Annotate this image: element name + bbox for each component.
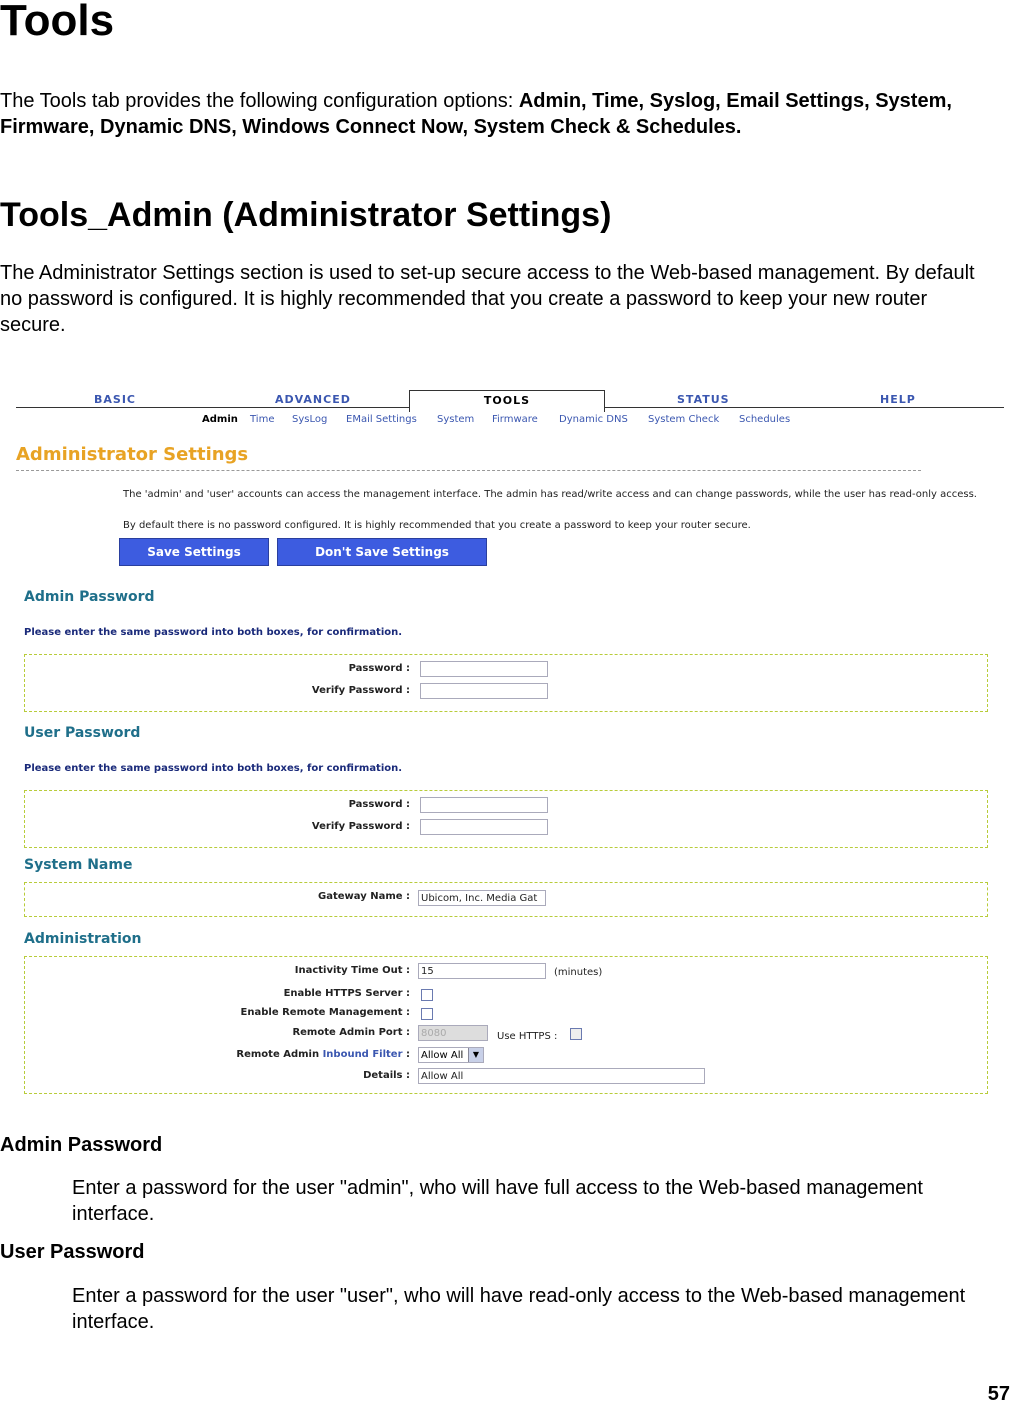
page-number: 57 (987, 1383, 1010, 1405)
system-name-heading: System Name (24, 857, 133, 873)
gateway-name-input[interactable]: Ubicom, Inc. Media Gat (418, 890, 546, 906)
use-https-checkbox[interactable] (570, 1028, 582, 1040)
inbound-filter-label: Remote Admin Inbound Filter : (236, 1049, 410, 1060)
https-server-label: Enable HTTPS Server : (283, 988, 410, 999)
user-password-label: Password : (348, 799, 410, 810)
administration-box (24, 956, 988, 1094)
inactivity-timeout-input[interactable]: 15 (418, 963, 546, 979)
subtab-firmware[interactable]: Firmware (492, 414, 538, 425)
remote-admin-port-label: Remote Admin Port : (292, 1027, 410, 1038)
tools-intro (0, 88, 990, 140)
remote-management-checkbox[interactable] (421, 1008, 433, 1020)
admin-password-description: Enter a password for the user "admin", who will have full access to the Web-based management interface. (72, 1177, 923, 1225)
section-description: The Administrator Settings section is used to set-up secure access to the Web-based management. By default no password is configured. It is highly recommended that you create a password to keep your new router secure. (0, 262, 975, 336)
use-https-label: Use HTTPS : (497, 1031, 558, 1042)
admin-password-label: Password : (348, 663, 410, 674)
save-settings-button[interactable]: Save Settings (119, 538, 269, 566)
administration-heading: Administration (24, 931, 142, 947)
inbound-filter-link[interactable]: Inbound Filter (322, 1049, 403, 1060)
inactivity-timeout-label: Inactivity Time Out : (294, 965, 410, 976)
user-verify-password-input[interactable] (420, 819, 548, 835)
user-password-heading: User Password (24, 725, 141, 741)
tab-help[interactable]: HELP (880, 393, 916, 406)
admin-settings-title: Administrator Settings (16, 444, 249, 465)
admin-password-term: Admin Password (0, 1134, 163, 1156)
tools-intro-text: The Tools tab provides the following configuration options: (0, 90, 519, 112)
subtab-system-check[interactable]: System Check (648, 414, 720, 425)
admin-password-note: Please enter the same password into both boxes, for confirmation. (24, 627, 403, 638)
user-password-box (24, 790, 988, 848)
tab-advanced[interactable]: ADVANCED (275, 393, 351, 406)
subtab-schedules[interactable]: Schedules (739, 414, 791, 425)
page-title: Tools (0, 0, 115, 45)
system-name-box (24, 882, 988, 917)
subtab-dynamic-dns[interactable]: Dynamic DNS (559, 414, 628, 425)
subtab-email-settings[interactable]: EMail Settings (346, 414, 417, 425)
user-password-term: User Password (0, 1241, 145, 1263)
remote-admin-port-input[interactable]: 8080 (418, 1025, 488, 1041)
section-title: Tools_Admin (Administrator Settings) (0, 196, 612, 234)
remote-management-label: Enable Remote Management : (240, 1007, 410, 1018)
subtab-system[interactable]: System (437, 414, 475, 425)
user-verify-password-label: Verify Password : (311, 821, 410, 832)
chevron-down-icon: ▼ (468, 1048, 483, 1062)
admin-settings-screenshot (8, 386, 1008, 1116)
admin-password-box (24, 654, 988, 712)
subtab-time[interactable]: Time (250, 414, 275, 425)
tab-status[interactable]: STATUS (677, 393, 730, 406)
details-input[interactable]: Allow All (418, 1068, 705, 1084)
gateway-name-label: Gateway Name : (318, 891, 410, 902)
admin-password-input[interactable] (420, 661, 548, 677)
timeout-unit: (minutes) (554, 967, 603, 978)
subtab-admin[interactable]: Admin (202, 414, 238, 425)
details-label: Details : (363, 1070, 410, 1081)
tab-basic[interactable]: BASIC (94, 393, 136, 406)
admin-settings-intro-2: By default there is no password configured. It is highly recommended that you create a password to keep your router secure. (123, 520, 751, 531)
user-password-note: Please enter the same password into both boxes, for confirmation. (24, 763, 403, 774)
subtab-syslog[interactable]: SysLog (292, 414, 328, 425)
admin-verify-password-input[interactable] (420, 683, 548, 699)
top-navigation (16, 386, 1004, 412)
tools-options-list: Admin, Time, Syslog, Email Settings, System, Firmware, Dynamic DNS, Windows Connect Now, System Check & Schedules. (0, 90, 952, 138)
user-password-description: Enter a password for the user "user", who will have read-only access to the Web-based management interface. (72, 1285, 966, 1333)
inbound-filter-select[interactable]: Allow All ▼ (418, 1047, 484, 1063)
admin-password-heading: Admin Password (24, 589, 155, 605)
user-password-input[interactable] (420, 797, 548, 813)
admin-verify-password-label: Verify Password : (311, 685, 410, 696)
tab-tools[interactable]: TOOLS (409, 390, 605, 412)
dont-save-settings-button[interactable]: Don't Save Settings (277, 538, 487, 566)
https-server-checkbox[interactable] (421, 989, 433, 1001)
admin-settings-intro-1: The 'admin' and 'user' accounts can access the management interface. The admin has read/write access and can change passwords, while the user has read-only access. (123, 489, 977, 500)
